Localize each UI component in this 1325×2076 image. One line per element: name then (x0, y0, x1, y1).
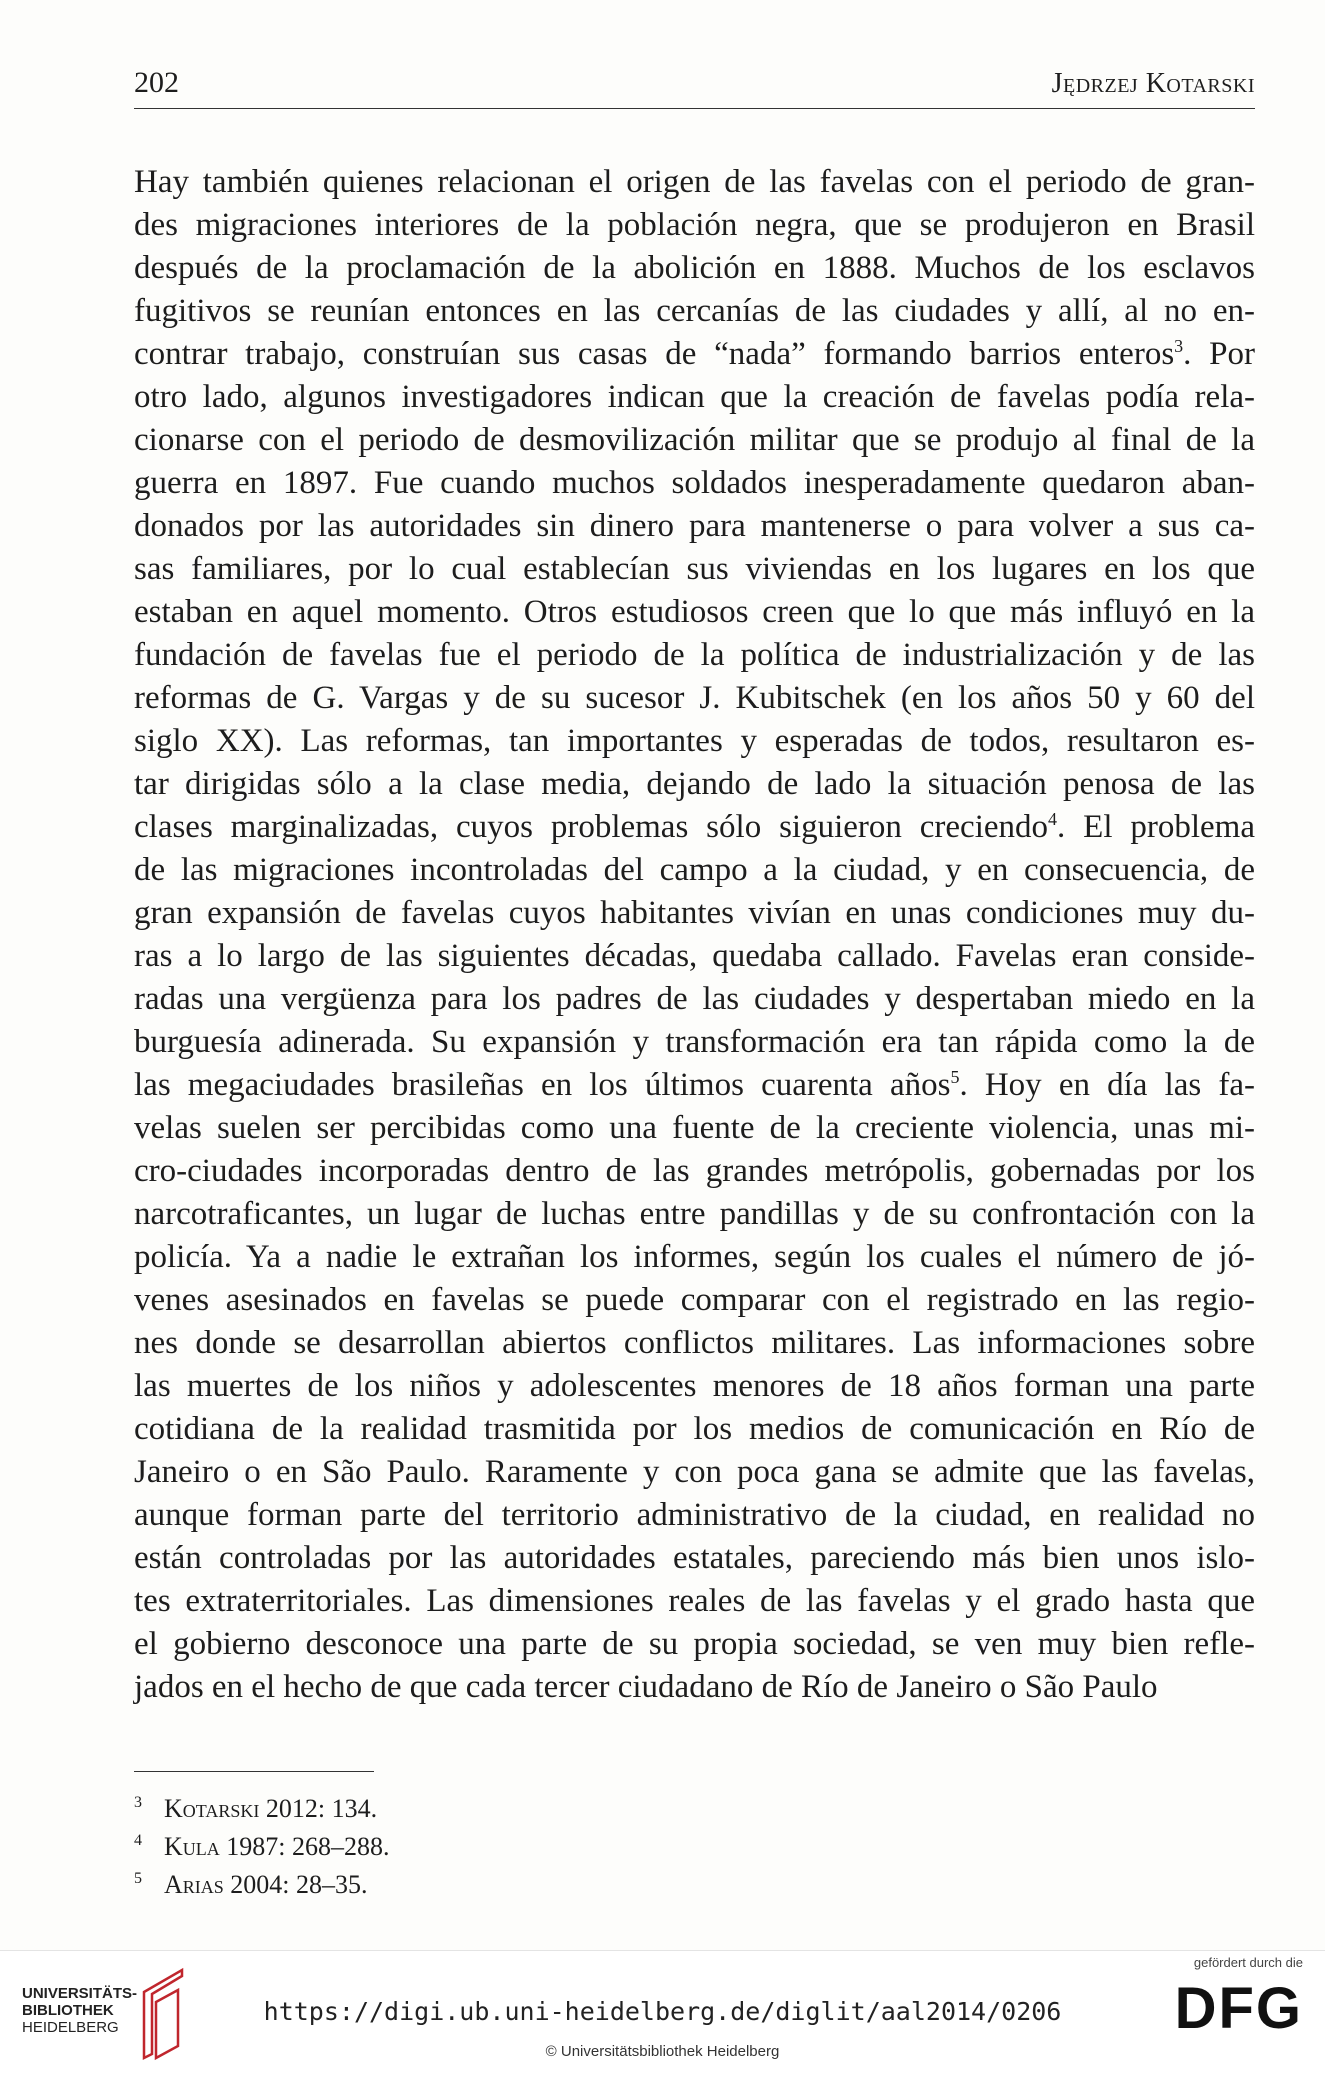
text-line-part: . Hoy en día las fa- (959, 1067, 1256, 1103)
text-line (134, 333, 1255, 376)
library-name-line3: HEIDELBERG (22, 2019, 119, 2036)
text-line: guerra en 1897. Fue cuando muchos soldados inesperadamente quedaron aban- (134, 465, 1255, 501)
text-line: radas una vergüenza para los padres de las ciudades y despertaban miedo en la (134, 981, 1255, 1017)
text-line: cionarse con el periodo de desmovilización militar que se produjo al final de la (134, 422, 1255, 458)
text-line: donados por las autoridades sin dinero para mantenerse o para volver a sus ca- (134, 508, 1255, 544)
footnote-reference[interactable]: 5 (950, 1067, 960, 1087)
text-line: las muertes de los niños y adolescentes menores de 18 años forman una parte (134, 1368, 1255, 1404)
text-line: están controladas por las autoridades estatales, pareciendo más bien unos islo- (134, 1540, 1255, 1576)
text-line: siglo XX). Las reformas, tan importantes y esperadas de todos, resultaron es- (134, 723, 1255, 759)
text-line: tar dirigidas sólo a la clase media, dejando de lado la situación penosa de las (134, 766, 1255, 802)
text-line: narcotraficantes, un lugar de luchas entre pandillas y de su confrontación con la (134, 1196, 1255, 1232)
page-number: 202 (134, 66, 179, 99)
text-line-part: . El problema (1057, 809, 1255, 845)
text-line: reformas de G. Vargas y de su sucesor J. Kubitschek (en los años 50 y 60 del (134, 680, 1255, 716)
body-text (134, 161, 1255, 1709)
footnote-reference-text: 2012: 134. (259, 1794, 378, 1823)
footnote: 3 Kotarski 2012: 134. (134, 1794, 378, 1823)
text-line: sas familiares, por lo cual establecían sus viviendas en los lugares en los que (134, 551, 1255, 587)
text-line: cotidiana de la realidad trasmitida por los medios de comunicación en Río de (134, 1411, 1255, 1447)
text-line: burguesía adinerada. Su expansión y transformación era tan rápida como la de (134, 1024, 1255, 1060)
text-line: aunque forman parte del territorio administrativo de la ciudad, en realidad no (134, 1497, 1255, 1533)
footnote-reference-text: 2004: 28–35. (223, 1870, 368, 1899)
text-line: tes extraterritoriales. Las dimensiones reales de las favelas y el grado hasta que (134, 1583, 1255, 1619)
text-line: fundación de favelas fue el periodo de la política de industrialización y de las (134, 637, 1255, 673)
text-line-part: clases marginalizadas, cuyos problemas sólo siguieron creciendo (134, 809, 1049, 845)
footnote-reference[interactable]: 4 (1048, 809, 1058, 829)
text-line: Janeiro o en São Paulo. Raramente y con poca gana se admite que las favelas, (134, 1454, 1255, 1490)
footnote-reference[interactable]: 3 (1174, 336, 1184, 356)
library-name-line1: UNIVERSITÄTS- (22, 1985, 138, 2002)
copyright-notice: © Universitätsbibliothek Heidelberg (545, 2043, 780, 2060)
text-line: velas suelen ser percibidas como una fuente de la creciente violencia, unas mi- (134, 1110, 1255, 1146)
text-line: ras a lo largo de las siguientes décadas, quedaba callado. Favelas eran conside- (134, 938, 1255, 974)
text-line-part: las megaciudades brasileñas en los últimos cuarenta años (134, 1067, 951, 1103)
footnote-author: Arias (164, 1870, 224, 1899)
footnote: 5 Arias 2004: 28–35. (134, 1870, 368, 1899)
text-line: el gobierno desconoce una parte de su propia sociedad, se ven muy bien refle- (134, 1626, 1255, 1662)
text-line (134, 1064, 1255, 1107)
text-line: estaban en aquel momento. Otros estudiosos creen que lo que más influyó en la (134, 594, 1255, 630)
footnote: 4 Kula 1987: 268–288. (134, 1832, 390, 1861)
text-line (134, 806, 1255, 849)
footnote-reference-text: 1987: 268–288. (219, 1832, 390, 1861)
text-line: nes donde se desarrollan abiertos conflictos militares. Las informaciones sobre (134, 1325, 1255, 1361)
footnote-author: Kotarski (164, 1794, 260, 1823)
dfg-logo[interactable]: DFG (1174, 1976, 1303, 2041)
permalink-url[interactable]: https://digi.ub.uni-heidelberg.de/diglit/aal2014/0206 (263, 1997, 1062, 2026)
text-line-part: . Por (1183, 336, 1256, 372)
text-line: venes asesinados en favelas se puede comparar con el registrado en las regio- (134, 1282, 1255, 1318)
footnotes (134, 1790, 390, 1904)
footnote-author: Kula (164, 1832, 220, 1861)
text-line: jados en el hecho de que cada tercer ciudadano de Río de Janeiro o São Paulo (134, 1669, 1158, 1705)
text-line: fugitivos se reunían entonces en las cercanías de las ciudades y allí, al no en- (134, 293, 1255, 329)
footnote-rule (134, 1771, 374, 1772)
text-line: después de la proclamación de la abolición en 1888. Muchos de los esclavos (134, 250, 1255, 286)
text-line: otro lado, algunos investigadores indican que la creación de favelas podía rela- (134, 379, 1255, 415)
library-name-line2: BIBLIOTHEK (22, 2002, 114, 2019)
header-rule (134, 108, 1255, 109)
running-head: Jędrzej Kotarski (1051, 68, 1255, 99)
text-line-part: contrar trabajo, construían sus casas de “nada” formando barrios enteros (134, 336, 1175, 372)
text-line: des migraciones interiores de la población negra, que se produjeron en Brasil (134, 207, 1255, 243)
text-line: Hay también quienes relacionan el origen de las favelas con el periodo de gran- (134, 164, 1255, 200)
funded-by-label: gefördert durch die (1193, 1955, 1303, 1970)
text-line: de las migraciones incontroladas del campo a la ciudad, y en consecuencia, de (134, 852, 1255, 888)
text-line: gran expansión de favelas cuyos habitantes vivían en unas condiciones muy du- (134, 895, 1255, 931)
text-line: policía. Ya a nadie le extrañan los informes, según los cuales el número de jó- (134, 1239, 1255, 1275)
text-line: cro-ciudades incorporadas dentro de las grandes metrópolis, gobernadas por los (134, 1153, 1255, 1189)
